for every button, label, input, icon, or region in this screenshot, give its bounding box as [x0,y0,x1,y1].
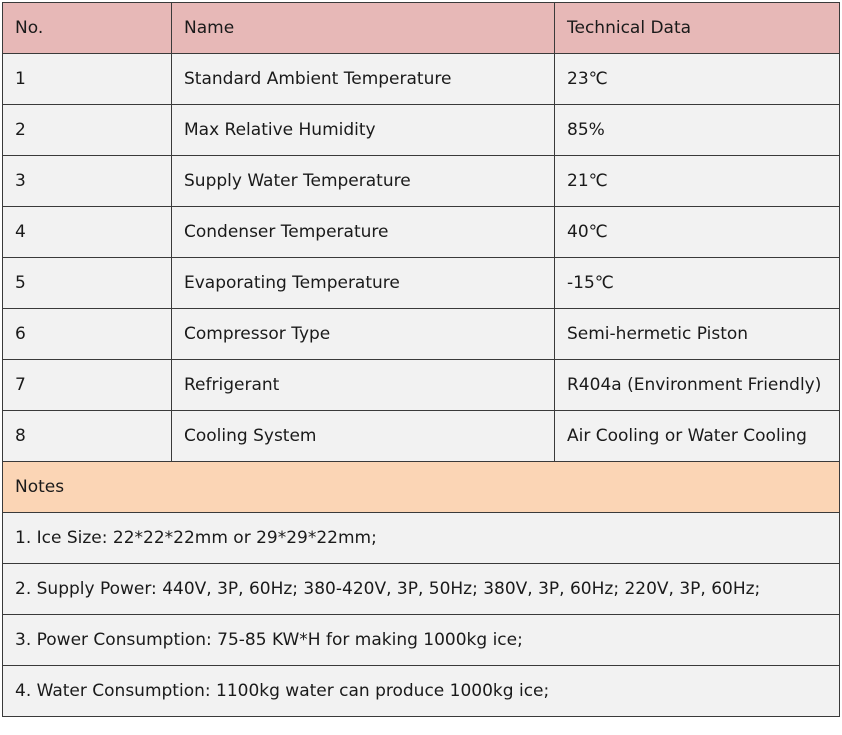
note-item: 2. Supply Power: 440V, 3P, 60Hz; 380-420V, 3P, 50Hz; 380V, 3P, 60Hz; 220V, 3P, 60Hz; [3,564,840,615]
table-row [3,105,840,156]
note-row [3,666,840,717]
table-row [3,360,840,411]
table-row [3,411,840,462]
row-value: 40℃ [555,207,840,258]
row-no: 5 [3,258,172,309]
notes-header-row [3,462,840,513]
row-no: 3 [3,156,172,207]
note-row [3,564,840,615]
row-name: Refrigerant [172,360,555,411]
table-row [3,156,840,207]
row-no: 4 [3,207,172,258]
table-row [3,258,840,309]
row-no: 2 [3,105,172,156]
header-name: Name [172,3,555,54]
row-no: 1 [3,54,172,105]
row-name: Standard Ambient Temperature [172,54,555,105]
table-row [3,207,840,258]
note-row [3,513,840,564]
row-value: -15℃ [555,258,840,309]
table-row [3,309,840,360]
row-name: Supply Water Temperature [172,156,555,207]
row-value: Semi-hermetic Piston [555,309,840,360]
row-name: Evaporating Temperature [172,258,555,309]
row-name: Cooling System [172,411,555,462]
row-no: 7 [3,360,172,411]
row-name: Compressor Type [172,309,555,360]
row-value: 23℃ [555,54,840,105]
row-name: Condenser Temperature [172,207,555,258]
note-item: 1. Ice Size: 22*22*22mm or 29*29*22mm; [3,513,840,564]
row-value: 85% [555,105,840,156]
row-value: 21℃ [555,156,840,207]
note-item: 3. Power Consumption: 75-85 KW*H for making 1000kg ice; [3,615,840,666]
row-value: R404a (Environment Friendly) [555,360,840,411]
row-name: Max Relative Humidity [172,105,555,156]
technical-data-table [2,2,840,717]
note-item: 4. Water Consumption: 1100kg water can produce 1000kg ice; [3,666,840,717]
header-technical-data: Technical Data [555,3,840,54]
row-value: Air Cooling or Water Cooling [555,411,840,462]
note-row [3,615,840,666]
row-no: 8 [3,411,172,462]
row-no: 6 [3,309,172,360]
table-header-row [3,3,840,54]
table-row [3,54,840,105]
header-no: No. [3,3,172,54]
notes-title: Notes [3,462,840,513]
